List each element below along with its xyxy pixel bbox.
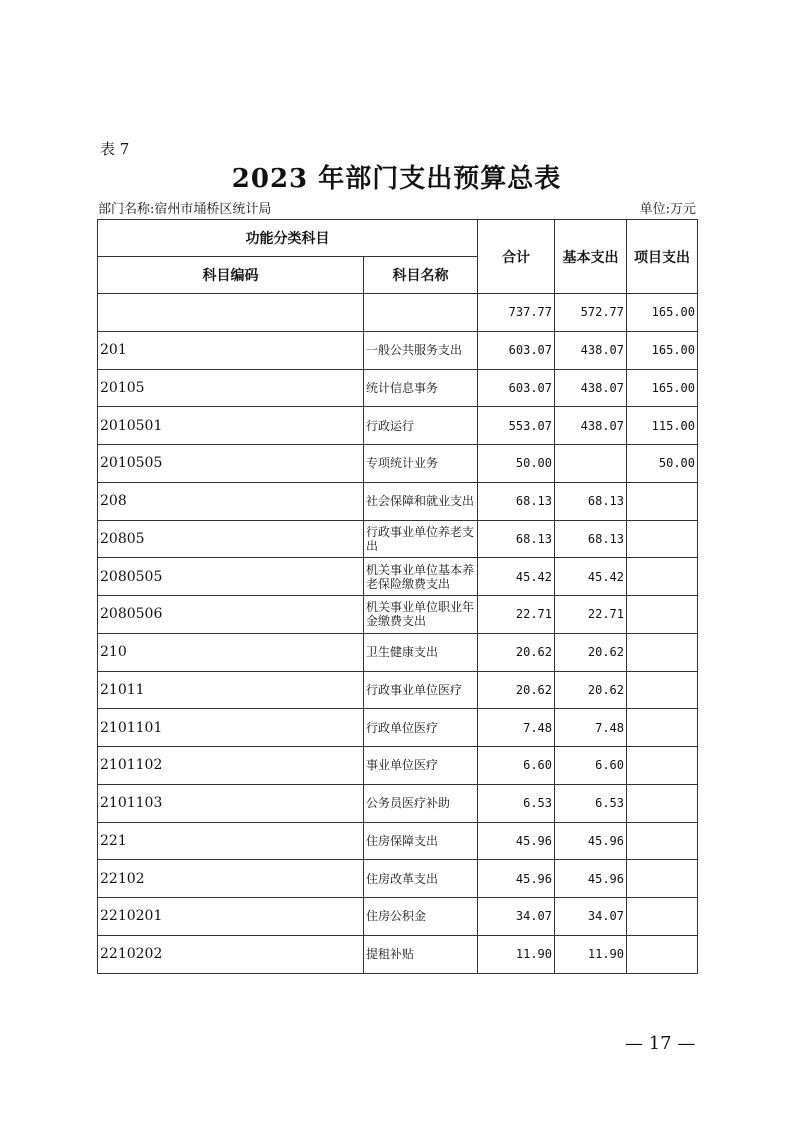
header-function-category: 功能分类科目 [98,220,478,257]
cell-total: 20.62 [478,633,555,671]
cell-total: 68.13 [478,520,555,558]
cell-total: 603.07 [478,369,555,407]
cell-project [627,747,698,785]
cell-name: 统计信息事务 [364,369,478,407]
cell-basic: 438.07 [555,407,627,445]
table-row [98,898,698,936]
table-row [98,860,698,898]
cell-total: 603.07 [478,331,555,369]
cell-basic: 7.48 [555,709,627,747]
cell-project [627,520,698,558]
cell-name: 一般公共服务支出 [364,331,478,369]
header-basic: 基本支出 [555,220,627,294]
table-row [98,331,698,369]
cell-project [627,596,698,634]
table-label: 表 7 [100,140,130,158]
cell-code: 22102 [98,860,364,898]
cell-basic: 11.90 [555,935,627,973]
cell-code: 20805 [98,520,364,558]
cell-name: 住房改革支出 [364,860,478,898]
meta-row [98,198,696,217]
table-row [98,784,698,822]
cell-code: 2101102 [98,747,364,785]
cell-project [627,784,698,822]
table-row [98,747,698,785]
cell-code: 221 [98,822,364,860]
cell-name [364,294,478,332]
cell-basic: 45.42 [555,558,627,596]
unit-label: 单位:万元 [639,202,696,217]
cell-basic: 438.07 [555,331,627,369]
cell-total: 11.90 [478,935,555,973]
cell-total: 50.00 [478,445,555,483]
cell-code: 201 [98,331,364,369]
budget-table [97,219,698,974]
cell-project: 165.00 [627,331,698,369]
department-name: 部门名称:宿州市埇桥区统计局 [98,202,272,217]
table-row [98,369,698,407]
cell-code: 210 [98,633,364,671]
cell-total: 34.07 [478,898,555,936]
cell-total: 7.48 [478,709,555,747]
cell-total: 45.42 [478,558,555,596]
cell-total: 45.96 [478,822,555,860]
cell-project [627,860,698,898]
cell-project [627,671,698,709]
header-name: 科目名称 [364,257,478,294]
cell-basic: 45.96 [555,860,627,898]
cell-basic: 438.07 [555,369,627,407]
cell-project [627,633,698,671]
cell-project [627,822,698,860]
cell-project [627,935,698,973]
cell-code: 2210202 [98,935,364,973]
cell-total: 6.60 [478,747,555,785]
table-row [98,822,698,860]
header-total: 合计 [478,220,555,294]
table-row [98,294,698,332]
cell-code: 2080505 [98,558,364,596]
cell-basic: 6.53 [555,784,627,822]
cell-basic: 6.60 [555,747,627,785]
cell-code: 2210201 [98,898,364,936]
cell-name: 行政事业单位养老支出 [364,520,478,558]
cell-code: 208 [98,482,364,520]
cell-name: 住房公积金 [364,898,478,936]
cell-name: 提租补贴 [364,935,478,973]
cell-basic: 20.62 [555,633,627,671]
cell-name: 行政单位医疗 [364,709,478,747]
cell-name: 行政运行 [364,407,478,445]
cell-project: 165.00 [627,369,698,407]
cell-code: 2010501 [98,407,364,445]
cell-basic: 22.71 [555,596,627,634]
table-row [98,596,698,634]
table-row [98,558,698,596]
cell-code: 2101101 [98,709,364,747]
cell-basic [555,445,627,483]
cell-project: 50.00 [627,445,698,483]
cell-basic: 572.77 [555,294,627,332]
cell-code: 20105 [98,369,364,407]
cell-total: 737.77 [478,294,555,332]
cell-total: 20.62 [478,671,555,709]
table-row [98,445,698,483]
cell-code: 2080506 [98,596,364,634]
cell-basic: 68.13 [555,482,627,520]
cell-basic: 34.07 [555,898,627,936]
cell-basic: 20.62 [555,671,627,709]
cell-total: 6.53 [478,784,555,822]
cell-code [98,294,364,332]
cell-project: 115.00 [627,407,698,445]
table-row [98,633,698,671]
table-row [98,482,698,520]
cell-name: 机关事业单位基本养老保险缴费支出 [364,558,478,596]
table-row [98,407,698,445]
cell-project [627,709,698,747]
cell-name: 事业单位医疗 [364,747,478,785]
cell-name: 行政事业单位医疗 [364,671,478,709]
cell-name: 机关事业单位职业年金缴费支出 [364,596,478,634]
table-row [98,520,698,558]
cell-project [627,898,698,936]
cell-name: 社会保障和就业支出 [364,482,478,520]
cell-total: 553.07 [478,407,555,445]
header-project: 项目支出 [627,220,698,294]
table-row [98,671,698,709]
cell-basic: 68.13 [555,520,627,558]
cell-code: 21011 [98,671,364,709]
header-code: 科目编码 [98,257,364,294]
cell-name: 专项统计业务 [364,445,478,483]
cell-name: 住房保障支出 [364,822,478,860]
cell-total: 22.71 [478,596,555,634]
table-row [98,709,698,747]
table-row [98,935,698,973]
cell-project [627,558,698,596]
cell-code: 2101103 [98,784,364,822]
cell-total: 68.13 [478,482,555,520]
page-number: — 17 — [625,1033,696,1054]
cell-project: 165.00 [627,294,698,332]
cell-basic: 45.96 [555,822,627,860]
cell-total: 45.96 [478,860,555,898]
cell-project [627,482,698,520]
cell-name: 公务员医疗补助 [364,784,478,822]
cell-name: 卫生健康支出 [364,633,478,671]
cell-code: 2010505 [98,445,364,483]
page-title: 2023 年部门支出预算总表 [231,164,562,194]
